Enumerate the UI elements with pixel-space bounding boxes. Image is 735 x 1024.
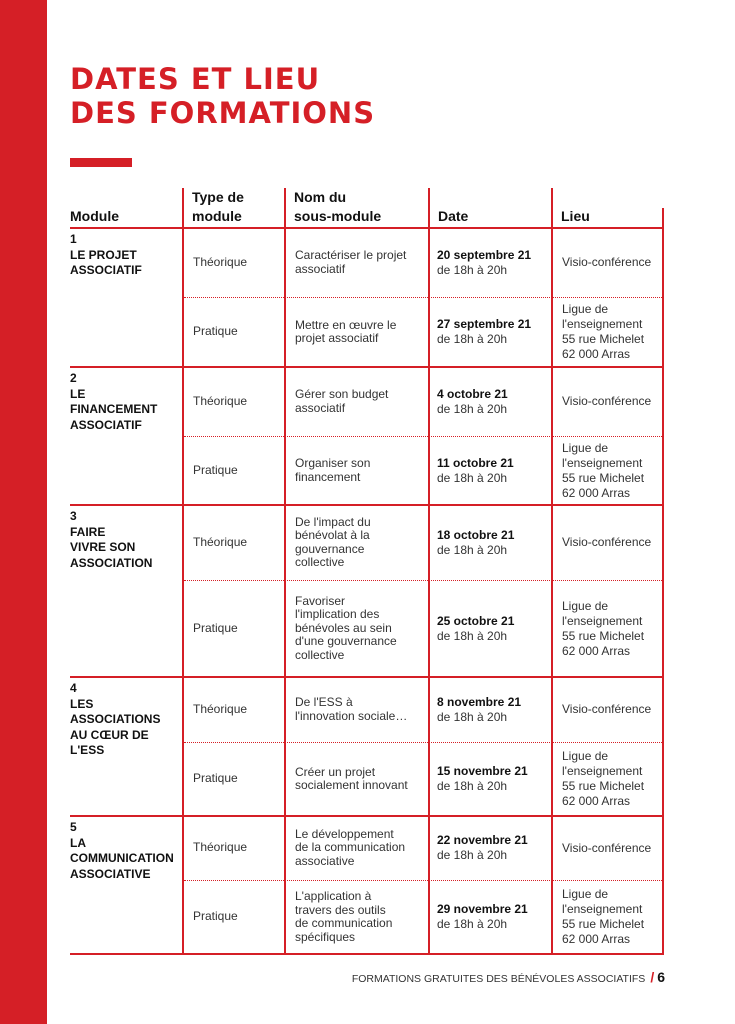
- date-day: 22 novembre 21: [437, 833, 528, 847]
- column-header-line: Nom du: [294, 189, 347, 205]
- module-name-line: ASSOCIATIF: [70, 263, 142, 277]
- sub-module-line: Créer un projet: [295, 764, 376, 779]
- session-date: [437, 816, 550, 880]
- session-date: [437, 677, 550, 742]
- session-sub-module: [295, 228, 425, 297]
- sub-module-line: De l'ESS à: [295, 695, 353, 709]
- location-line: l'enseignement: [562, 455, 643, 470]
- column-divider: [428, 188, 430, 954]
- page-number: 6: [657, 969, 665, 985]
- session-sub-module: [295, 816, 425, 880]
- location-line: Ligue de: [562, 887, 609, 901]
- session-sub-module: [295, 580, 425, 677]
- date-time: de 18h à 20h: [437, 401, 508, 416]
- session-type: Pratique: [193, 620, 238, 635]
- session-type: Pratique: [193, 324, 238, 339]
- location-line: Visio-conférence: [562, 535, 652, 549]
- module-name-line: COMMUNICATION: [70, 851, 174, 865]
- location-line: Ligue de: [562, 302, 609, 316]
- sub-module-line: d'une gouvernance: [295, 634, 397, 649]
- page-title-line-1: DATES ET LIEU: [70, 62, 321, 96]
- date-day: 4 octobre 21: [437, 386, 508, 401]
- date-time: de 18h à 20h: [437, 542, 508, 557]
- module-number: 2: [70, 371, 77, 385]
- sub-module-line: projet associatif: [295, 331, 379, 345]
- session-sub-module: [295, 367, 425, 436]
- sub-module-line: Gérer son budget: [295, 387, 389, 401]
- session-date: [437, 367, 550, 436]
- session-location: [562, 880, 661, 954]
- location-line: l'enseignement: [562, 317, 643, 331]
- session-location: [562, 580, 661, 677]
- column-header-line: Date: [438, 208, 469, 224]
- sub-module-line: Favoriser: [295, 593, 346, 608]
- session-type: Théorique: [193, 393, 248, 408]
- sub-module-line: l'implication des: [295, 607, 380, 622]
- session-type: Théorique: [193, 534, 248, 549]
- column-header-line: Type de: [192, 189, 244, 205]
- column-header-line: Lieu: [561, 208, 590, 224]
- session-location: [562, 677, 661, 742]
- column-divider: [182, 188, 184, 954]
- module-number: 3: [70, 509, 77, 523]
- session-location: [562, 228, 661, 297]
- module-title: [70, 232, 178, 279]
- session-date: [437, 228, 550, 297]
- column-header-type: [192, 188, 280, 226]
- session-type: Pratique: [193, 909, 238, 924]
- location-line: Visio-conférence: [562, 394, 652, 408]
- module-number: 1: [70, 232, 77, 246]
- module-name-line: LA: [70, 835, 86, 850]
- location-line: 55 rue Michelet: [562, 917, 645, 931]
- session-date: [437, 436, 550, 505]
- session-type: Pratique: [193, 462, 238, 477]
- location-line: 62 000 Arras: [562, 643, 631, 658]
- session-location: [562, 297, 661, 367]
- sub-module-line: de communication: [295, 916, 393, 930]
- module-name-line: FAIRE: [70, 524, 106, 539]
- session-sub-module: [295, 742, 425, 816]
- date-time: de 18h à 20h: [437, 917, 508, 931]
- module-name-line: AU CŒUR DE: [70, 727, 149, 742]
- location-line: 55 rue Michelet: [562, 470, 645, 485]
- session-sub-module: [295, 880, 425, 954]
- location-line: 62 000 Arras: [562, 794, 631, 808]
- sub-module-line: associative: [295, 853, 355, 868]
- session-location: [562, 367, 661, 436]
- location-line: Ligue de: [562, 598, 609, 613]
- session-date: [437, 580, 550, 677]
- column-header-sub-module: [294, 188, 424, 226]
- sub-module-line: collective: [295, 647, 345, 662]
- sub-module-line: spécifiques: [295, 929, 356, 944]
- date-time: de 18h à 20h: [437, 470, 508, 485]
- column-header-module: [70, 207, 178, 226]
- date-day: 15 novembre 21: [437, 764, 528, 778]
- session-sub-module: [295, 297, 425, 367]
- page-title: [70, 62, 690, 130]
- date-day: 8 novembre 21: [437, 694, 522, 709]
- schedule-table: [70, 183, 664, 955]
- location-line: Visio-conférence: [562, 702, 652, 716]
- module-name-line: LES: [70, 696, 94, 711]
- sub-module-line: bénévoles au sein: [295, 620, 392, 635]
- location-line: l'enseignement: [562, 764, 643, 778]
- date-day: 18 octobre 21: [437, 527, 515, 542]
- location-line: 62 000 Arras: [562, 485, 631, 500]
- column-divider: [284, 188, 286, 954]
- date-time: de 18h à 20h: [437, 779, 508, 793]
- sub-module-line: associatif: [295, 400, 346, 415]
- session-sub-module: [295, 677, 425, 742]
- module-name-line: L'ESS: [70, 743, 105, 757]
- sub-module-line: de la communication: [295, 840, 406, 855]
- location-line: Ligue de: [562, 440, 609, 455]
- module-name-line: ASSOCIATIF: [70, 417, 142, 432]
- module-title: [70, 371, 178, 433]
- sub-module-line: bénévolat à la: [295, 528, 370, 542]
- session-location: [562, 505, 661, 580]
- session-sub-module: [295, 436, 425, 505]
- sub-module-line: collective: [295, 555, 345, 569]
- module-title: [70, 509, 178, 571]
- date-time: de 18h à 20h: [437, 262, 508, 277]
- sub-module-line: Caractériser le projet: [295, 248, 407, 262]
- location-line: Ligue de: [562, 749, 609, 763]
- location-line: 55 rue Michelet: [562, 332, 645, 346]
- module-name-line: ASSOCIATION: [70, 555, 153, 570]
- module-name-line: LE: [70, 386, 86, 401]
- title-accent-bar: [70, 158, 132, 167]
- sub-module-line: socialement innovant: [295, 778, 408, 792]
- location-line: 62 000 Arras: [562, 347, 631, 361]
- date-day: 29 novembre 21: [437, 902, 528, 916]
- location-line: 55 rue Michelet: [562, 628, 645, 643]
- date-day: 11 octobre 21: [437, 455, 514, 470]
- sub-module-line: gouvernance: [295, 541, 365, 556]
- column-header-date: [438, 207, 547, 226]
- date-time: de 18h à 20h: [437, 332, 508, 346]
- date-time: de 18h à 20h: [437, 628, 508, 643]
- module-name-line: ASSOCIATIONS: [70, 712, 161, 726]
- session-type: Théorique: [193, 701, 248, 716]
- location-line: l'enseignement: [562, 902, 643, 916]
- module-name-line: LE PROJET: [70, 247, 137, 262]
- session-date: [437, 742, 550, 816]
- red-side-band: [0, 0, 47, 1024]
- date-time: de 18h à 20h: [437, 709, 508, 724]
- column-header-line: Module: [70, 208, 119, 224]
- session-type: Théorique: [193, 840, 248, 855]
- session-location: [562, 436, 661, 505]
- column-header-line: module: [192, 208, 242, 224]
- table-bottom-border: [70, 953, 664, 955]
- module-number: 5: [70, 820, 77, 834]
- column-divider: [551, 188, 553, 954]
- footer-text: FORMATIONS GRATUITES DES BÉNÉVOLES ASSOCIATIFS: [351, 973, 646, 985]
- table-right-edge: [662, 208, 664, 954]
- session-date: [437, 505, 550, 580]
- location-line: l'enseignement: [562, 613, 643, 628]
- column-header-lieu: [561, 207, 660, 226]
- module-name-line: ASSOCIATIVE: [70, 866, 151, 881]
- session-location: [562, 816, 661, 880]
- sub-module-line: De l'impact du: [295, 514, 371, 529]
- module-title: [70, 820, 178, 882]
- sub-module-line: L'application à: [295, 889, 372, 903]
- session-type: Théorique: [193, 254, 248, 269]
- session-type: Pratique: [193, 771, 238, 786]
- sub-module-line: Mettre en œuvre le: [295, 317, 397, 332]
- page-footer: [352, 969, 665, 985]
- sub-module-line: l'innovation sociale…: [295, 708, 408, 723]
- location-line: 62 000 Arras: [562, 932, 631, 946]
- date-day: 27 septembre 21: [437, 317, 532, 331]
- location-line: 55 rue Michelet: [562, 779, 645, 793]
- session-location: [562, 742, 661, 816]
- footer-separator: /: [650, 969, 655, 985]
- session-sub-module: [295, 505, 425, 580]
- session-date: [437, 880, 550, 954]
- location-line: Visio-conférence: [562, 840, 652, 855]
- module-title: [70, 681, 178, 759]
- sub-module-line: associatif: [295, 261, 346, 276]
- page-title-line-2: DES FORMATIONS: [70, 96, 376, 130]
- sub-module-line: financement: [295, 469, 361, 484]
- date-day: 20 septembre 21: [437, 247, 532, 262]
- date-day: 25 octobre 21: [437, 613, 515, 628]
- session-date: [437, 297, 550, 367]
- sub-module-line: travers des outils: [295, 902, 386, 917]
- module-name-line: FINANCEMENT: [70, 402, 158, 416]
- module-name-line: VIVRE SON: [70, 540, 136, 554]
- sub-module-line: Le développement: [295, 826, 394, 841]
- date-time: de 18h à 20h: [437, 848, 508, 862]
- column-header-line: sous-module: [294, 208, 382, 224]
- module-number: 4: [70, 681, 77, 695]
- sub-module-line: Organiser son: [295, 456, 371, 470]
- location-line: Visio-conférence: [562, 255, 652, 269]
